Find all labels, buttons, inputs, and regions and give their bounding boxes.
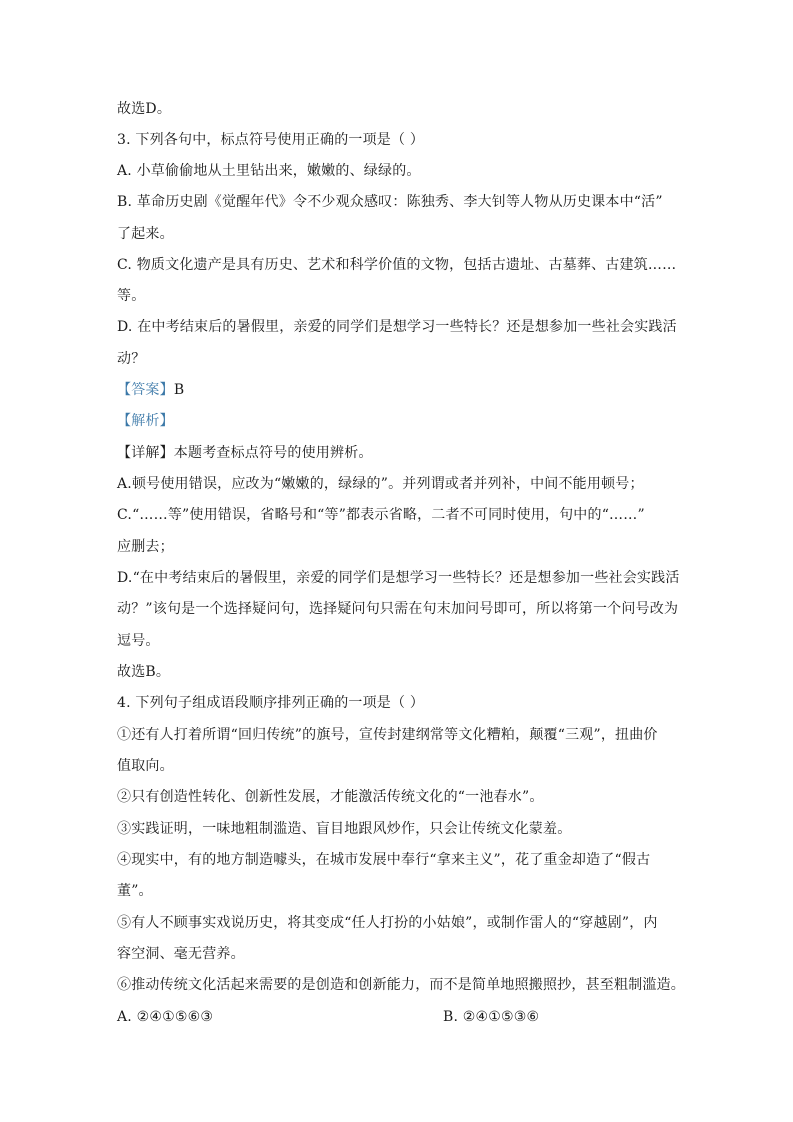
sentence-1-cont: 值取向。 [117,758,174,774]
detail-d-cont2: 逗号。 [117,633,160,649]
analysis-tag: 【解析】 [117,413,174,429]
sentence-1: ①还有人打着所谓“回归传统”的旗号，宣传封建纲常等文化糟粕，颠覆“三观”，扭曲价 [117,727,658,743]
question-3-option-c: C. 物质文化遗产是具有历史、艺术和科学价值的文物，包括古遗址、古墓葬、古建筑…… [117,257,677,273]
sentence-4-cont: 董”。 [117,883,153,899]
detail-d: D.“在中考结束后的暑假里，亲爱的同学们是想学习一些特长？还是想参加一些社会实践活 [117,570,680,586]
analysis-line [117,412,174,430]
question-3-option-b-cont: 了起来。 [117,226,174,242]
detail-a: A.顿号使用错误，应改为“嫩嫩的，绿绿的”。并列谓或者并列补，中间不能用顿号； [117,476,644,492]
question-3-option-d: D. 在中考结束后的暑假里，亲爱的同学们是想学习一些特长？还是想参加一些社会实践活 [117,319,677,335]
detail-d-cont: 动？”该句是一个选择疑问句，选择疑问句只需在句末加问号即可，所以将第一个问号改为 [117,601,679,617]
question-4-option-a: A. ②④①⑤⑥③ [117,1009,214,1025]
question-3-option-a: A. 小草偷偷地从土里钻出来，嫩嫩的、绿绿的。 [117,163,421,179]
answer-conclusion: 故选B。 [117,664,171,680]
question-3-option-d-cont: 动？ [117,351,146,367]
detail-c: C.“……等”使用错误，省略号和“等”都表示省略，二者不可同时使用，句中的“……” [117,507,645,523]
answer-conclusion-prev: 故选D。 [117,101,172,117]
answer-tag: 【答案】 [117,382,174,398]
answer-line [117,381,184,399]
question-3-option-b: B. 革命历史剧《觉醒年代》令不少观众感叹：陈独秀、李大钊等人物从历史课本中“活” [117,194,663,210]
sentence-6: ⑥推动传统文化活起来需要的是创造和创新能力，而不是简单地照搬照抄，甚至粗制滥造。 [117,977,685,993]
sentence-2: ②只有创造性转化、创新性发展，才能激活传统文化的“一池春水”。 [117,789,544,805]
question-3-option-c-cont: 等。 [117,288,146,304]
sentence-3: ③实践证明，一味地粗制滥造、盲目地跟风炒作，只会让传统文化蒙羞。 [117,821,572,837]
answer-value: B [173,382,185,398]
sentence-5: ⑤有人不顾事实戏说历史，将其变成“任人打扮的小姑娘”，或制作雷人的“穿越剧”，内 [117,915,658,931]
question-4-option-b: B. ②④①⑤③⑥ [443,1009,540,1025]
question-3-stem: 3. 下列各句中，标点符号使用正确的一项是（ ） [117,132,425,148]
detail-heading: 【详解】本题考查标点符号的使用辨析。 [117,445,373,461]
sentence-5-cont: 容空洞、毫无营养。 [117,946,245,962]
question-4-stem: 4. 下列句子组成语段顺序排列正确的一项是（ ） [117,695,425,711]
sentence-4: ④现实中，有的地方制造噱头，在城市发展中奉行“拿来主义”，花了重金却造了“假古 [117,852,651,868]
detail-c-cont: 应删去； [117,539,174,555]
